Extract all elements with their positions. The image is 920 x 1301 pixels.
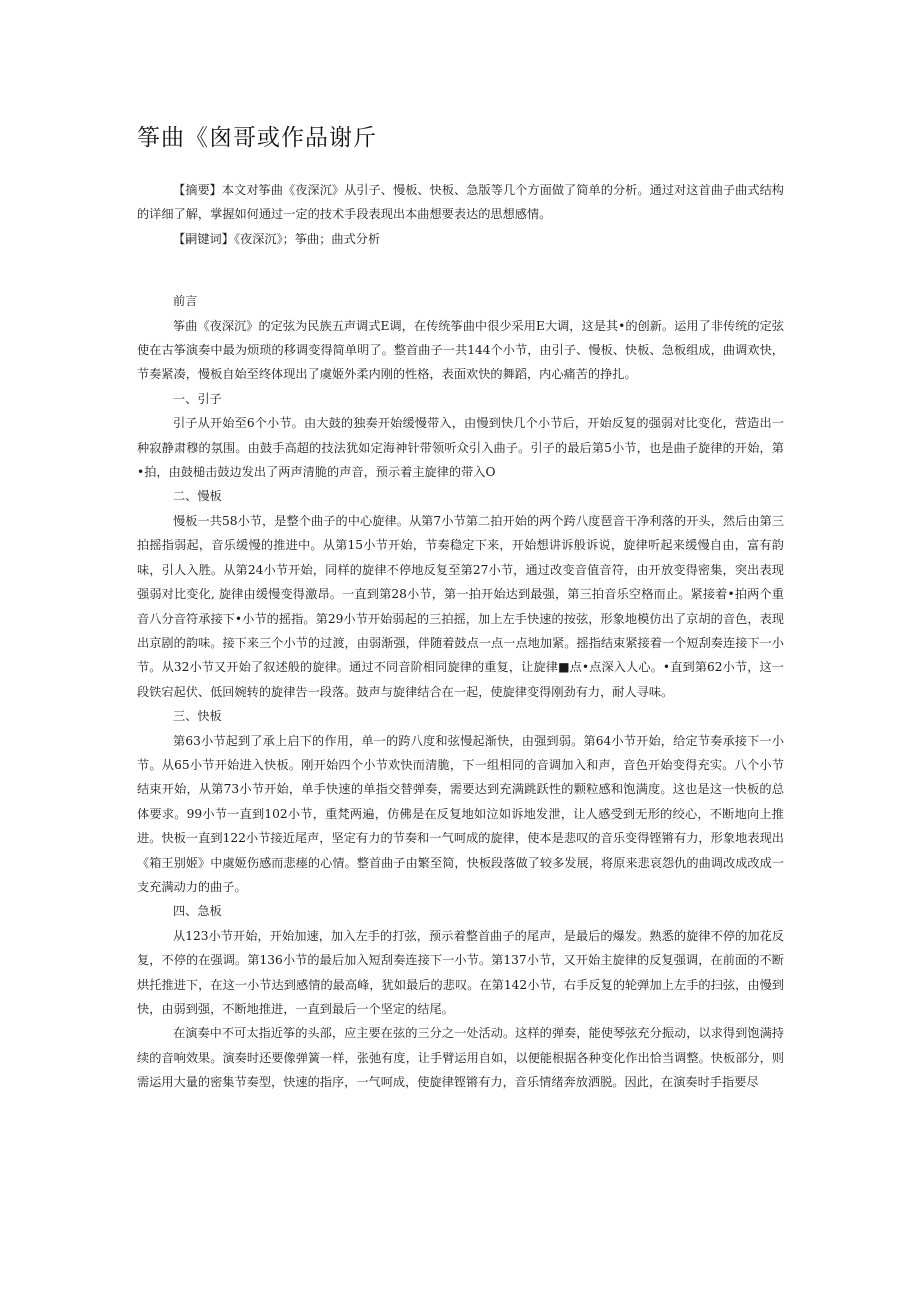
section-intro-paragraph: 引子从开始至6个小节。由大鼓的独奏开始缓慢带入，由慢到快几个小节后，开始反复的强弱对比变化，营造出一种寂静肃穆的氛围。由鼓手高超的技法犹如定海神针带领听众引入曲子。引子的最后第5小节，也是曲子旋律的开始，第•拍，由鼓槌击鼓边发出了两声清脆的声音，预示着主旋律的带入O [137,416,784,480]
section-presto-heading: 四、急板 [173,904,222,919]
document-page [137,118,784,1095]
preface-paragraph: 筝曲《夜深沉》的定弦为民族五声调式E调，在传统筝曲中很少采用E大调，这是其•的创新。运用了非传统的定弦使在古筝演奏中最为烦琐的移调变得简单明了。整首曲子一共144个小节，由引子、慢板、快板、急板组成，曲调欢快，节奏紧凑，慢板自始至终体现出了虞姬外柔内刚的性格，表面欢快的舞蹈，内心痛苦的挣扎。 [137,318,784,382]
section-presto-paragraph: 从123小节开始，开始加速，加入左手的打弦，预示着整首曲子的尾声，是最后的爆发。熟悉的旋律不停的加花反复，不停的在强调。第136小节的最后加入短刮奏连接下一小节。第137小节，又开始主旋律的反复强调，在前面的不断烘托推进下，在这一小节达到感情的最高峰，犹如最后的悲叹。在第142小节，右手反复的轮弹加上左手的扫弦，由慢到快，由弱到强，不断地推进，一直到最后一个坚定的结尾。 [137,928,784,1016]
section-slow-paragraph: 慢板一共58小节，是整个曲子的中心旋律。从第7小节第二拍开始的两个跨八度琶音干净利落的开头，然后由第三拍摇指弱起，音乐缓慢的推进中。从第15小节开始，节奏稳定下来，开始想讲诉般诉说，旋律听起来缓慢自由，富有韵味，引人入胜。从第24小节开始，同样的旋律不停地反复至第27小节，通过改变音值音符，由开放变得密集，突出表现强弱对比变化, 旋律由缓慢变得激昂。一直到第28小节，第一拍开始达到最强，第三拍音乐空格而止。紧接着•拍两个重音八分音符承接下•小节的摇指。第29小节开始弱起的三拍摇，加上左手快速的按弦，形象地模仿出了京胡的音色，表现出京剧的韵味。接下来三个小节的过渡，由弱渐强，伴随着鼓点一点一点地加紧。摇指结束紧接着一个短刮奏连接下一小节。从32小节又开始了叙述般的旋律。通过不同音阶相同旋律的重复，让旋律■点•点深入人心。•直到第62小节，这一段铁宕起伏、低回婉转的旋律告一段落。鼓声与旋律结合在一起，使旋律变得刚劲有力，耐人寻味。 [137,513,784,699]
closing-paragraph: 在演奏中不可太指近筝的头部，应主要在弦的三分之一处活动。这样的弹奏，能使琴弦充分振动，以求得到饱满持续的音响效果。演奏时还要像弹簧一样，张弛有度，让手臂运用自如，以便能根据各种变化作出恰当调整。快板部分，则需运用大量的密集节奏型，快速的指序，一气呵成，使旋律铿锵有力，音乐情绪奔放洒脱。因此，在演奏时手指要尽 [137,1026,784,1090]
keywords-paragraph: 【嗣键词】《夜深沉》；筝曲；曲式分析 [173,231,381,246]
section-fast-heading: 三、快板 [173,709,222,724]
section-intro-heading: 一、引子 [173,391,222,406]
document-title: 筝曲《囪哥或作品谢斤 [137,125,377,151]
section-fast-paragraph: 第63小节起到了承上启下的作用，单一的跨八度和弦慢起渐快，由强到弱。第64小节开始，给定节奏承接下一小节。从65小节开始进入快板。刚开始四个小节欢快而清脆，下一组相同的音调加入和声，音色开始变得充实。八个小节结束开始，从第73小节开始，单手快速的单指交替弹奏，需要达到充满跳跃性的颗粒感和饱满度。这也是这一快板的总体要求。99小节一直到102小节，重梵两遍，仿佛是在反复地如泣如诉地发泄，让人感受到无形的绞心，不断地向上推进。快板一直到122小节接近尾声，坚定有力的节奏和一气呵成的旋律，使本是悲叹的音乐变得铿锵有力，形象地表现出《箱王别姬》中虞姬伤感而悲瘗的心情。整首曲子由繁至简，快板段落做了较多发展，将原来悲哀怨仇的曲调改成改成一支充满动力的曲子。 [137,733,784,894]
section-slow-heading: 二、慢板 [173,489,222,504]
preface-heading: 前言 [173,294,198,309]
abstract-paragraph: 【摘要】本文对筝曲《夜深沉》从引子、慢板、快板、急版等几个方面做了简单的分析。通过对这首曲子曲式结构的详细了解，掌握如何通过一定的技术手段表现出本曲想要表达的思想感情。 [137,183,784,222]
